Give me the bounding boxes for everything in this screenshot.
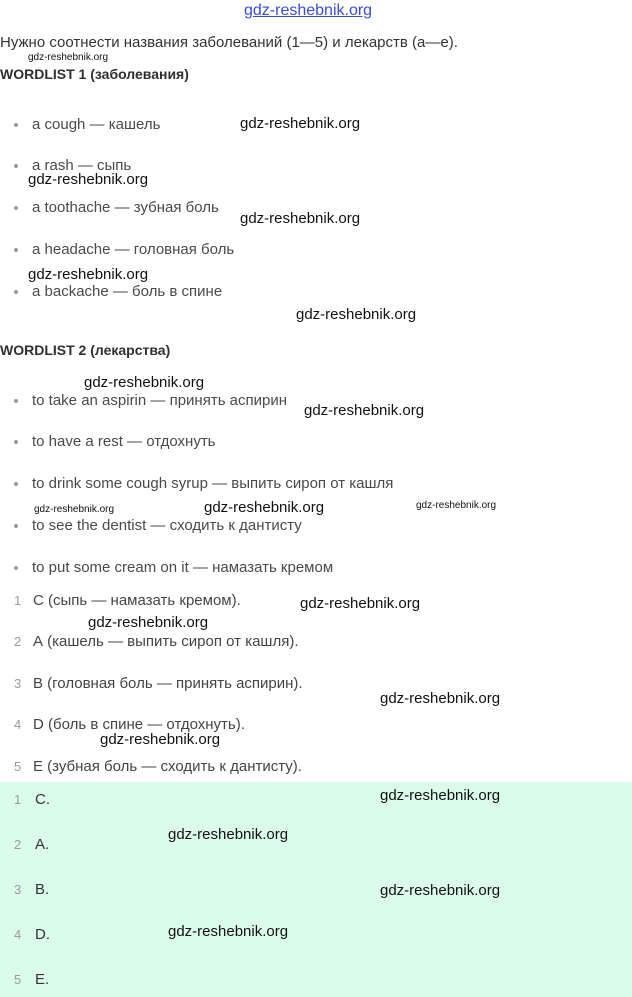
bullet-icon bbox=[14, 164, 18, 168]
answer-item: 4 D. bbox=[14, 926, 50, 943]
bullet-icon bbox=[14, 524, 18, 528]
watermark: gdz-reshebnik.org bbox=[28, 171, 149, 188]
explanation-item: 3 В (головная боль — принять аспирин). bbox=[14, 675, 303, 692]
watermark: gdz-reshebnik.org bbox=[84, 374, 205, 391]
watermark: gdz-reshebnik.org bbox=[300, 595, 421, 612]
bullet-icon bbox=[14, 440, 18, 444]
watermark: gdz-reshebnik.org bbox=[296, 306, 417, 323]
bullet-icon bbox=[14, 248, 18, 252]
watermark: gdz-reshebnik.org bbox=[380, 690, 501, 707]
task-intro: Нужно соотнести названия заболеваний (1—5) и лекарств (а—е). bbox=[0, 34, 458, 51]
watermark: gdz-reshebnik.org bbox=[204, 499, 325, 516]
explanation-item: 4 D (боль в спине — отдохнуть). bbox=[14, 716, 245, 733]
bullet-icon bbox=[14, 206, 18, 210]
wordlist1-item: a headache — головная боль bbox=[14, 241, 234, 258]
wordlist1-item: a toothache — зубная боль bbox=[14, 199, 219, 216]
answer-item: 5 E. bbox=[14, 971, 50, 988]
wordlist2-item: to take an aspirin — принять аспирин bbox=[14, 392, 287, 409]
site-header-link[interactable]: gdz-reshebnik.org bbox=[244, 2, 373, 19]
explanation-item: 2 А (кашель — выпить сироп от кашля). bbox=[14, 633, 299, 650]
wordlist2-item: to drink some cough syrup — выпить сироп от кашля bbox=[14, 475, 393, 492]
watermark: gdz-reshebnik.org bbox=[240, 210, 361, 227]
watermark: gdz-reshebnik.org bbox=[88, 614, 209, 631]
bullet-icon bbox=[14, 123, 18, 127]
answer-box bbox=[0, 782, 632, 997]
wordlist1-item: a cough — кашель bbox=[14, 116, 160, 133]
watermark: gdz-reshebnik.org bbox=[380, 882, 501, 899]
watermark: gdz-reshebnik.org bbox=[34, 504, 115, 515]
watermark: gdz-reshebnik.org bbox=[416, 500, 497, 511]
watermark: gdz-reshebnik.org bbox=[100, 731, 221, 748]
wordlist2-item: to see the dentist — сходить к дантисту bbox=[14, 517, 302, 534]
bullet-icon bbox=[14, 399, 18, 403]
wordlist1-title: WORDLIST 1 (заболевания) bbox=[0, 66, 189, 82]
answer-item: 3 B. bbox=[14, 881, 50, 898]
watermark: gdz-reshebnik.org bbox=[28, 52, 109, 63]
wordlist2-item: to have a rest — отдохнуть bbox=[14, 433, 216, 450]
explanation-item: 5 Е (зубная боль — сходить к дантисту). bbox=[14, 758, 302, 775]
answer-item: 1 C. bbox=[14, 791, 50, 808]
bullet-icon bbox=[14, 482, 18, 486]
wordlist2-title: WORDLIST 2 (лекарства) bbox=[0, 342, 171, 358]
wordlist1-item: a rash — сыпь bbox=[14, 157, 131, 174]
explanation-item: 1 С (сыпь — намазать кремом). bbox=[14, 592, 241, 609]
watermark: gdz-reshebnik.org bbox=[28, 266, 149, 283]
watermark: gdz-reshebnik.org bbox=[168, 826, 289, 843]
watermark: gdz-reshebnik.org bbox=[240, 115, 361, 132]
wordlist1-item: a backache — боль в спине bbox=[14, 283, 222, 300]
bullet-icon bbox=[14, 290, 18, 294]
watermark: gdz-reshebnik.org bbox=[380, 787, 501, 804]
answer-item: 2 A. bbox=[14, 836, 50, 853]
wordlist2-item: to put some cream on it — намазать кремом bbox=[14, 559, 333, 576]
bullet-icon bbox=[14, 566, 18, 570]
watermark: gdz-reshebnik.org bbox=[168, 923, 289, 940]
watermark: gdz-reshebnik.org bbox=[304, 402, 425, 419]
